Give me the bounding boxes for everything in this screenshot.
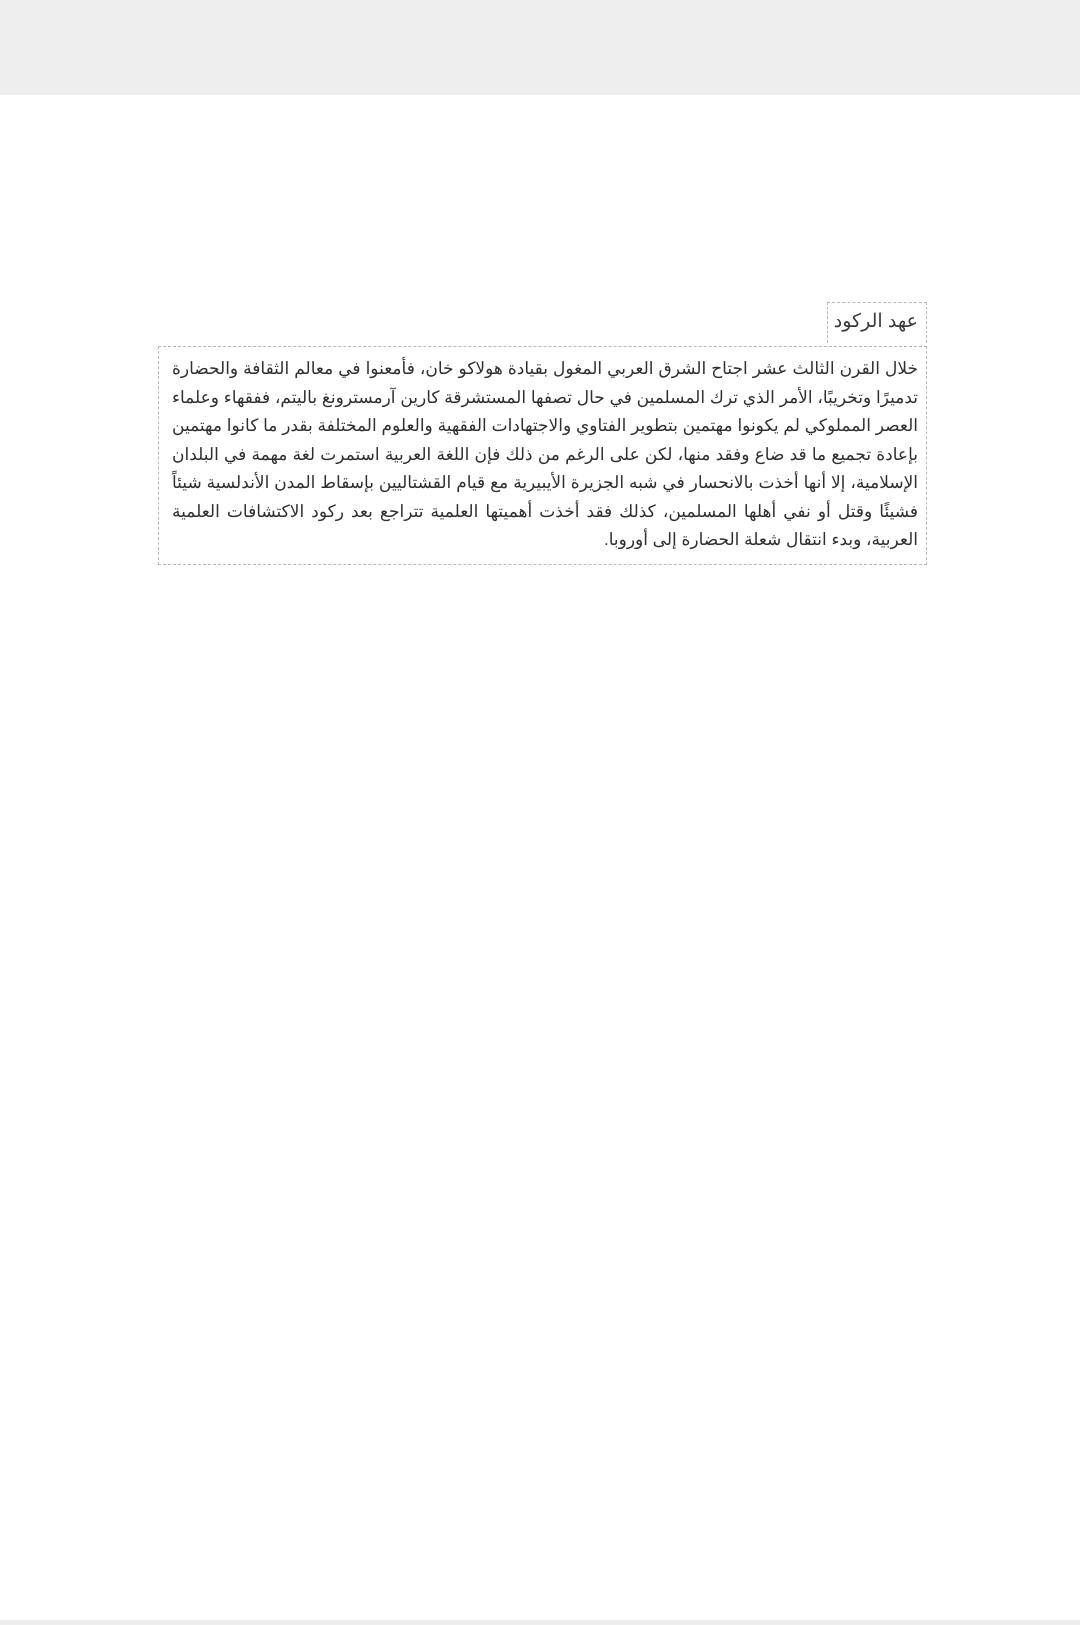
viewer-top-bar — [0, 0, 1080, 95]
viewer-bottom-strip — [0, 1620, 1080, 1625]
section-heading: عهد الركود — [833, 311, 918, 332]
section-paragraph: خلال القرن الثالث عشر اجتاح الشرق العربي المغول بقيادة هولاكو خان، فأمعنوا في معالم الثقافة والحضارة تدميرًا وتخريبًا، الأمر الذي ترك المسلمين في حال تصفها المستشرقة كارين آرمسترونغ باليتم، ففقهاء وعلماء العصر المملوكي لم يكونوا مهتمين بتطوير الفتاوي والاجتهادات الفقهية والعلوم المختلفة بقدر ما كانوا مهتمين بإعادة تجميع ما قد ضاع وفقد منها، لكن على الرغم من ذلك فإن اللغة العربية استمرت لغة مهمة في البلدان الإسلامية، إلا أنها أخذت بالانحسار في شبه الجزيرة الأيبيرية مع قيام القشتاليين بإسقاط المدن الأندلسية شيئاً فشيئًا وقتل أو نفي أهلها المسلمين، كذلك فقد أخذت أهميتها العلمية تتراجع بعد ركود الاكتشافات العلمية العربية، وبدء انتقال شعلة الحضارة إلى أوروبا. — [172, 359, 918, 549]
